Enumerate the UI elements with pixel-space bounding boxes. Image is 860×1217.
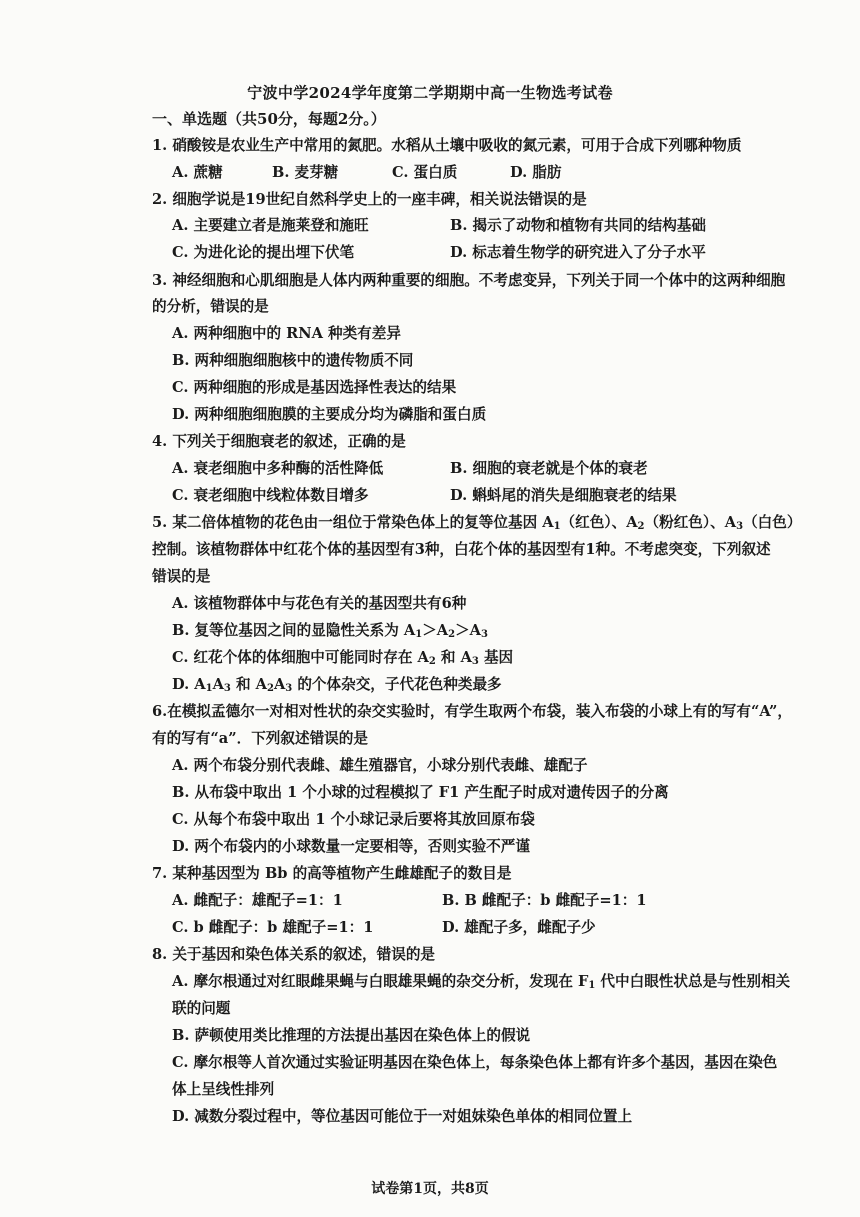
q8-option-c-line1: C. 摩尔根等人首次通过实验证明基因在染色体上，每条染色体上都有许多个基因，基因在染色 — [172, 1054, 778, 1071]
q1-option-b: B. 麦芽糖 — [272, 164, 339, 181]
q3-option-a: A. 两种细胞中的 RNA 种类有差异 — [172, 325, 401, 342]
q1-stem: 1. 硝酸铵是农业生产中常用的氮肥。水稻从土壤中吸收的氮元素，可用于合成下列哪种物质 — [152, 137, 742, 154]
q5-stem-line1: 5. 某二倍体植物的花色由一组位于常染色体上的复等位基因 $A_1$（红色）、$A_2$（粉红色）、$A_3$（白色） — [152, 514, 802, 532]
q6-option-c: C. 从每个布袋中取出 1 个小球记录后要将其放回原布袋 — [172, 811, 535, 828]
q8-option-c-line2: 体上呈线性排列 — [172, 1081, 275, 1098]
q5-option-d: D. $A_1A_3$ 和 $A_2A_3$ 的个体杂交，子代花色种类最多 — [172, 676, 502, 694]
q7-option-d: D. 雄配子多，雌配子少 — [442, 919, 596, 936]
q3-stem-line2: 的分析，错误的是 — [152, 298, 269, 315]
q1-option-d: D. 脂肪 — [510, 164, 562, 181]
q7-option-a: A. 雌配子：雄配子=1：1 — [172, 892, 343, 909]
q3-option-b: B. 两种细胞细胞核中的遗传物质不同 — [172, 352, 414, 369]
q4-stem: 4. 下列关于细胞衰老的叙述，正确的是 — [152, 433, 406, 450]
q4-option-d: D. 蝌蚪尾的消失是细胞衰老的结果 — [450, 487, 677, 504]
q5-stem-line3: 错误的是 — [152, 568, 211, 585]
q8-option-a-line1: A. 摩尔根通过对红眼雌果蝇与白眼雄果蝇的杂交分析，发现在 $F_1$ 代中白眼性状总是与性别相关 — [172, 973, 791, 991]
page-footer: 试卷第1页，共8页 — [371, 1181, 489, 1197]
q3-stem-line1: 3. 神经细胞和心肌细胞是人体内两种重要的细胞。不考虑变异，下列关于同一个体中的这两种细胞 — [152, 272, 786, 289]
q2-option-d: D. 标志着生物学的研究进入了分子水平 — [450, 244, 706, 261]
q5-option-c: C. 红花个体的体细胞中可能同时存在 $A_2$ 和 $A_3$ 基因 — [172, 649, 514, 667]
q2-stem: 2. 细胞学说是19世纪自然科学史上的一座丰碑，相关说法错误的是 — [152, 191, 587, 208]
q3-option-d: D. 两种细胞细胞膜的主要成分均为磷脂和蛋白质 — [172, 406, 487, 423]
q5-option-a: A. 该植物群体中与花色有关的基因型共有6种 — [172, 595, 467, 612]
q6-option-d: D. 两个布袋内的小球数量一定要相等，否则实验不严谨 — [172, 838, 530, 855]
q8-option-d: D. 减数分裂过程中，等位基因可能位于一对姐妹染色单体的相同位置上 — [172, 1108, 633, 1125]
exam-title: 宁波中学2024学年度第二学期期中高一生物选考试卷 — [247, 84, 613, 102]
q5-option-b: B. 复等位基因之间的显隐性关系为 $A_1>A_2>A_3$ — [172, 622, 488, 640]
q4-option-a: A. 衰老细胞中多种酶的活性降低 — [172, 460, 384, 477]
q1-option-c: C. 蛋白质 — [392, 164, 458, 181]
q8-stem: 8. 关于基因和染色体关系的叙述，错误的是 — [152, 946, 436, 963]
q7-option-b: B. B 雌配子：b 雌配子=1：1 — [442, 892, 647, 909]
q2-option-a: A. 主要建立者是施莱登和施旺 — [172, 217, 369, 234]
q8-option-b: B. 萨顿使用类比推理的方法提出基因在染色体上的假说 — [172, 1027, 531, 1044]
q3-option-c: C. 两种细胞的形成是基因选择性表达的结果 — [172, 379, 457, 396]
q6-stem-line2: 有的写有“a”．下列叙述错误的是 — [152, 730, 368, 747]
section-heading: 一、单选题（共50分，每题2分。） — [152, 110, 386, 128]
q4-option-b: B. 细胞的衰老就是个体的衰老 — [450, 460, 648, 477]
q4-option-c: C. 衰老细胞中线粒体数目增多 — [172, 487, 369, 504]
q8-option-a-line2: 联的问题 — [172, 1000, 231, 1017]
q7-stem: 7. 某种基因型为 Bb 的高等植物产生雌雄配子的数目是 — [152, 865, 512, 882]
q6-option-a: A. 两个布袋分别代表雌、雄生殖器官，小球分别代表雌、雄配子 — [172, 757, 588, 774]
q2-option-b: B. 揭示了动物和植物有共同的结构基础 — [450, 217, 706, 234]
q7-option-c: C. b 雌配子：b 雄配子=1：1 — [172, 919, 374, 936]
q5-stem-line2: 控制。该植物群体中红花个体的基因型有3种，白花个体的基因型有1种。不考虑突变，下列叙述 — [152, 541, 771, 558]
q1-option-a: A. 蔗糖 — [172, 164, 223, 181]
q6-stem-line1: 6.在模拟孟德尔一对相对性状的杂交实验时，有学生取两个布袋，装入布袋的小球上有的写有“A”， — [152, 703, 792, 720]
q2-option-c: C. 为进化论的提出埋下伏笔 — [172, 244, 355, 261]
q6-option-b: B. 从布袋中取出 1 个小球的过程模拟了 F1 产生配子时成对遗传因子的分离 — [172, 784, 669, 801]
